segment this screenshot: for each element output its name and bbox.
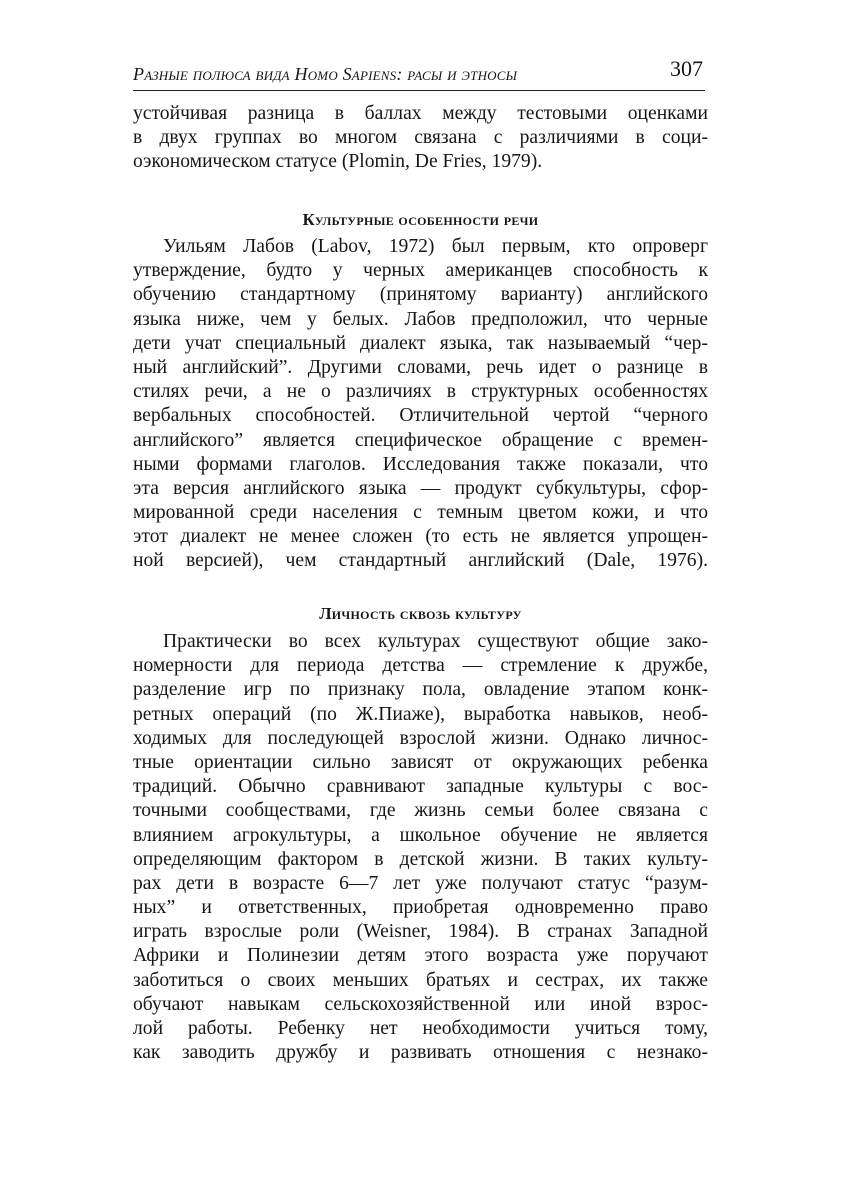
paragraph-line: английского” является специфическое обращение с времен- [133, 429, 708, 451]
section-speech-paragraph [133, 235, 708, 574]
paragraph-line: лой работы. Ребенку нет необходимости учиться тому, [133, 1018, 708, 1039]
paragraph-line: ными формами глаголов. Исследования также показали, что [133, 453, 708, 475]
paragraph-line: играть взрослые роли (Weisner, 1984). В странах Западной [133, 921, 708, 943]
top-paragraph [133, 102, 708, 175]
paragraph-line: стилях речи, а не о различиях в структурных особенностях [133, 381, 708, 403]
paragraph-line: этот диалект не менее сложен (то есть не является упрощен- [133, 526, 708, 548]
paragraph-line: ных” и ответственных, приобретая одновременно право [133, 897, 708, 919]
paragraph-line: как заводить дружбу и развивать отношения с незнако- [133, 1042, 708, 1064]
paragraph-line: дети учат специальный диалект языка, так называемый “чер- [133, 332, 708, 354]
paragraph-line: утверждение, будто у черных американцев способность к [133, 260, 708, 282]
paragraph-line: традиций. Обычно сравнивают западные культуры с вос- [133, 776, 708, 798]
paragraph-line: точными сообществами, где жизнь семьи более связана с [133, 800, 708, 822]
paragraph-line: обучению стандартному (принятому варианту) английского [133, 284, 708, 306]
paragraph-line: Уильям Лабов (Labov, 1972) был первым, кто опроверг [163, 236, 708, 257]
paragraph-line: языка ниже, чем у белых. Лабов предположил, что черные [133, 308, 708, 330]
paragraph-line: рах дети в возрасте 6—7 лет уже получают статус “разум- [133, 872, 708, 894]
paragraph-line: в двух группах во многом связана с различиями в соци- [133, 127, 708, 149]
paragraph-line: тные ориентации сильно зависят от окружающих ребенка [133, 751, 708, 773]
section-heading-speech: Культурные особенности речи [302, 210, 539, 229]
paragraph-line: ретных операций (по Ж.Пиаже), выработка навыков, необ- [133, 703, 708, 725]
paragraph-line: мированной среди населения с темным цветом кожи, и что [133, 502, 708, 524]
paragraph-line: Африки и Полинезии детям этого возраста уже поручают [133, 945, 708, 967]
paragraph-line: ный английский”. Другими словами, речь идет о разнице в [133, 356, 708, 378]
paragraph-line: устойчивая разница в баллах между тестовыми оценками [133, 103, 708, 124]
section-heading-personality: Личность сквозь культуру [319, 604, 522, 623]
page-number: 307 [670, 56, 703, 81]
paragraph-line: влиянием агрокультуры, а школьное обучение не является [133, 824, 708, 846]
paragraph-line: заботиться о своих меньших братьях и сестрах, их также [133, 969, 708, 991]
paragraph-line: оэкономическом статусе (Plomin, De Fries, 1979). [133, 151, 543, 173]
paragraph-line: Практически во всех культурах существуют общие зако- [163, 631, 708, 652]
paragraph-line: обучают навыкам сельскохозяйственной или иной взрос- [133, 993, 708, 1015]
running-header [133, 56, 705, 90]
paragraph-line: разделение игр по признаку пола, овладение этапом конк- [133, 679, 708, 701]
paragraph-line: определяющим фактором в детской жизни. В таких культу- [133, 848, 708, 870]
section-personality-paragraph [133, 630, 708, 1065]
paragraph-line: эта версия английского языка — продукт субкультуры, сфор- [133, 477, 708, 499]
paragraph-line: вербальных способностей. Отличительной чертой “черного [133, 405, 708, 427]
paragraph-line: номерности для периода детства — стремление к дружбе, [133, 655, 708, 677]
paragraph-line: ходимых для последующей взрослой жизни. Однако личнос- [133, 727, 708, 749]
paragraph-line: ной версией), чем стандартный английский (Dale, 1976). [133, 550, 708, 572]
header-rule [133, 90, 705, 91]
running-title: Разные полюса вида Homo Sapiens: расы и этносы [133, 64, 518, 84]
